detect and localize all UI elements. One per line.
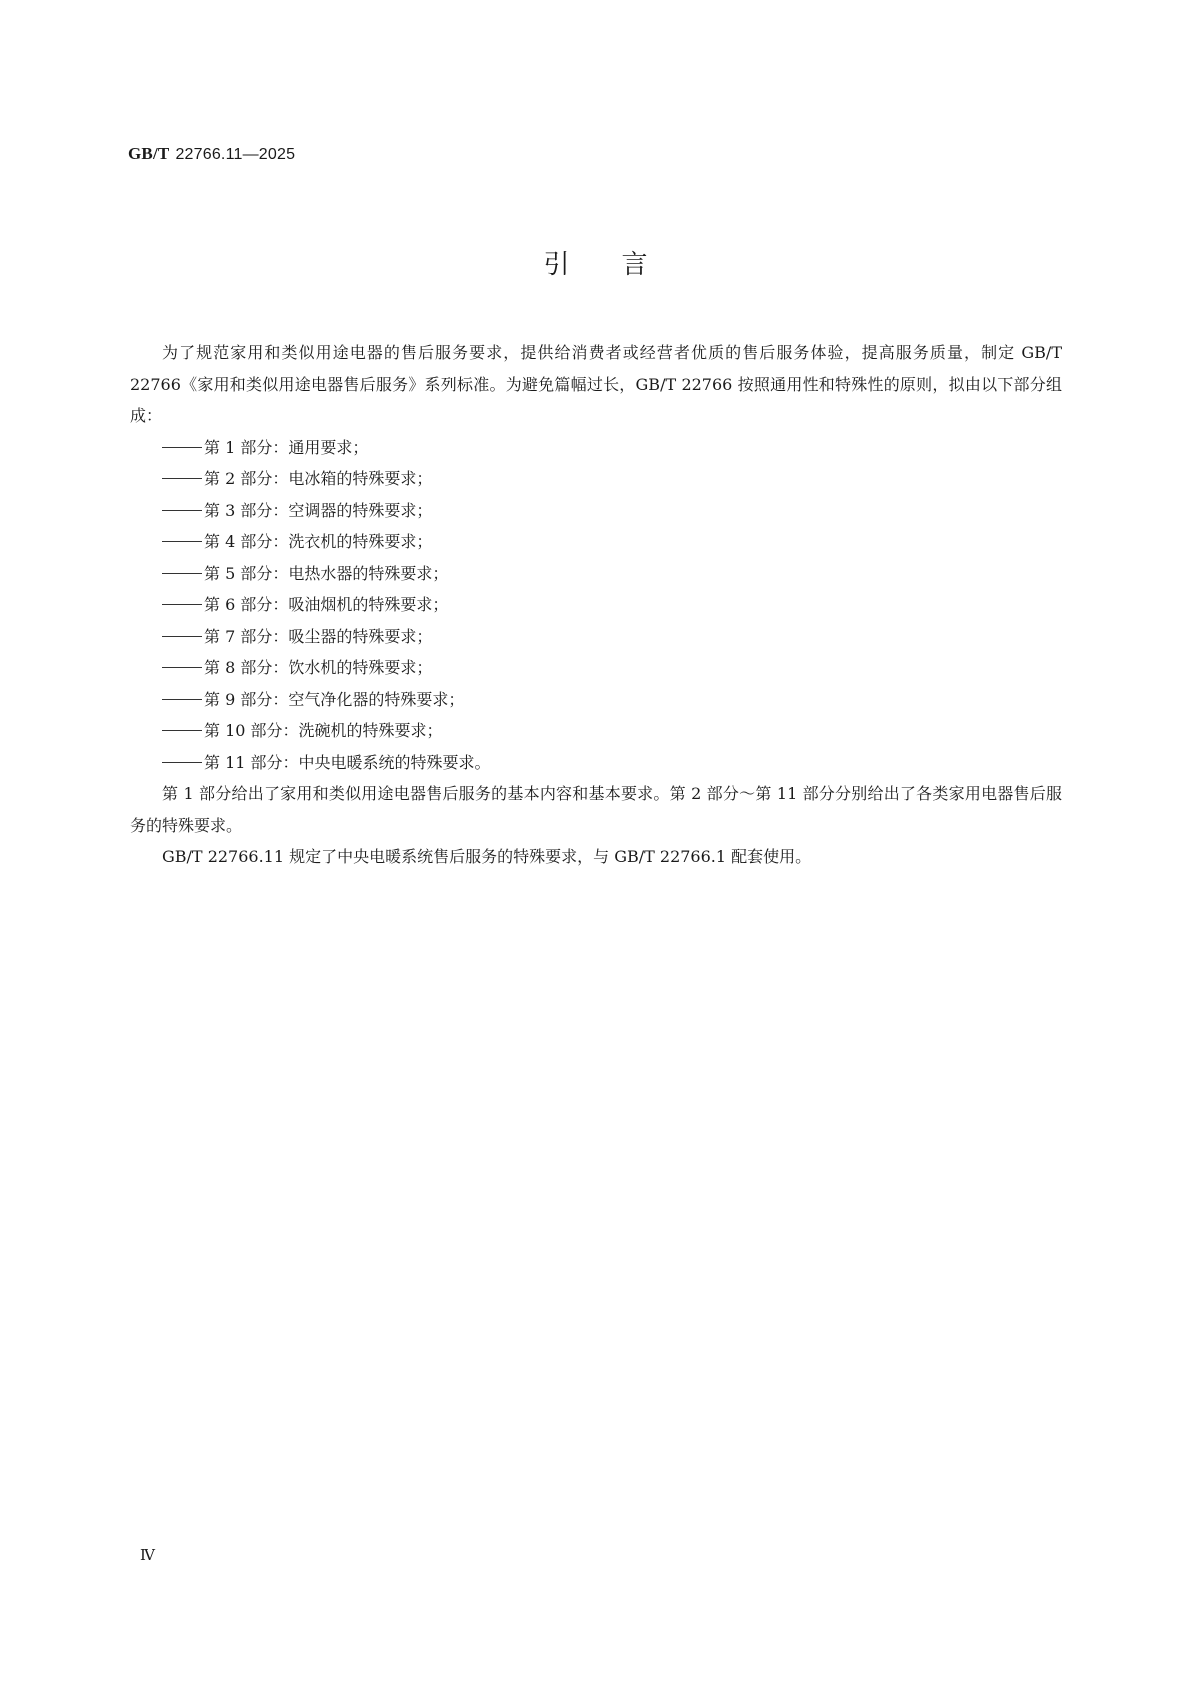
- parts-list: [130, 432, 1062, 779]
- list-item: [130, 684, 1062, 716]
- list-item: [130, 463, 1062, 495]
- list-item-label: 第 6 部分：吸油烟机的特殊要求；: [204, 595, 449, 614]
- dash-icon: [162, 699, 202, 700]
- list-item-label: 第 1 部分：通用要求；: [204, 437, 369, 457]
- standard-number-header: [128, 144, 295, 164]
- list-item: [130, 432, 1062, 464]
- dash-icon: [162, 510, 202, 511]
- dash-icon: [162, 604, 202, 605]
- dash-icon: [162, 730, 202, 731]
- document-body: [130, 337, 1062, 873]
- page-title: 引言: [543, 250, 700, 280]
- list-item: [130, 589, 1062, 621]
- summary-paragraph: 第 1 部分给出了家用和类似用途电器售后服务的基本内容和基本要求。第 2 部分～第 11 部分分别给出了各类家用电器售后服务的特殊要求。: [130, 784, 1062, 835]
- dash-icon: [162, 573, 202, 574]
- list-item-label: 第 9 部分：空气净化器的特殊要求；: [204, 689, 465, 709]
- dash-icon: [162, 636, 202, 637]
- standard-prefix: GB/T: [128, 144, 170, 163]
- list-item-label: 第 10 部分：洗碗机的特殊要求；: [204, 721, 443, 740]
- standard-code: 22766.11—2025: [175, 146, 296, 163]
- list-item-label: 第 5 部分：电热水器的特殊要求；: [204, 563, 449, 583]
- list-item-label: 第 11 部分：中央电暖系统的特殊要求。: [204, 752, 491, 772]
- dash-icon: [162, 667, 202, 668]
- list-item: [130, 495, 1062, 527]
- list-item: [130, 621, 1062, 653]
- list-item-label: 第 8 部分：饮水机的特殊要求；: [204, 658, 433, 677]
- dash-icon: [162, 762, 202, 763]
- list-item-label: 第 4 部分：洗衣机的特殊要求；: [204, 532, 433, 551]
- list-item-label: 第 7 部分：吸尘器的特殊要求；: [204, 626, 433, 646]
- list-item: [130, 526, 1062, 558]
- list-item: [130, 715, 1062, 747]
- list-item: [130, 558, 1062, 590]
- list-item: [130, 652, 1062, 684]
- intro-paragraph: 为了规范家用和类似用途电器的售后服务要求，提供给消费者或经营者优质的售后服务体验，提高服务质量，制定 GB/T 22766《家用和类似用途电器售后服务》系列标准。为避免篇幅过长，GB/T 22766 按照通用性和特殊性的原则，拟由以下部分组成：: [130, 343, 1062, 425]
- dash-icon: [162, 478, 202, 479]
- list-item-label: 第 2 部分：电冰箱的特殊要求；: [204, 469, 433, 488]
- page-number: Ⅳ: [140, 1548, 155, 1564]
- scope-paragraph: GB/T 22766.11 规定了中央电暖系统售后服务的特殊要求，与 GB/T 22766.1 配套使用。: [162, 847, 812, 866]
- dash-icon: [162, 447, 202, 448]
- list-item: [130, 747, 1062, 779]
- dash-icon: [162, 541, 202, 542]
- list-item-label: 第 3 部分：空调器的特殊要求；: [204, 500, 433, 520]
